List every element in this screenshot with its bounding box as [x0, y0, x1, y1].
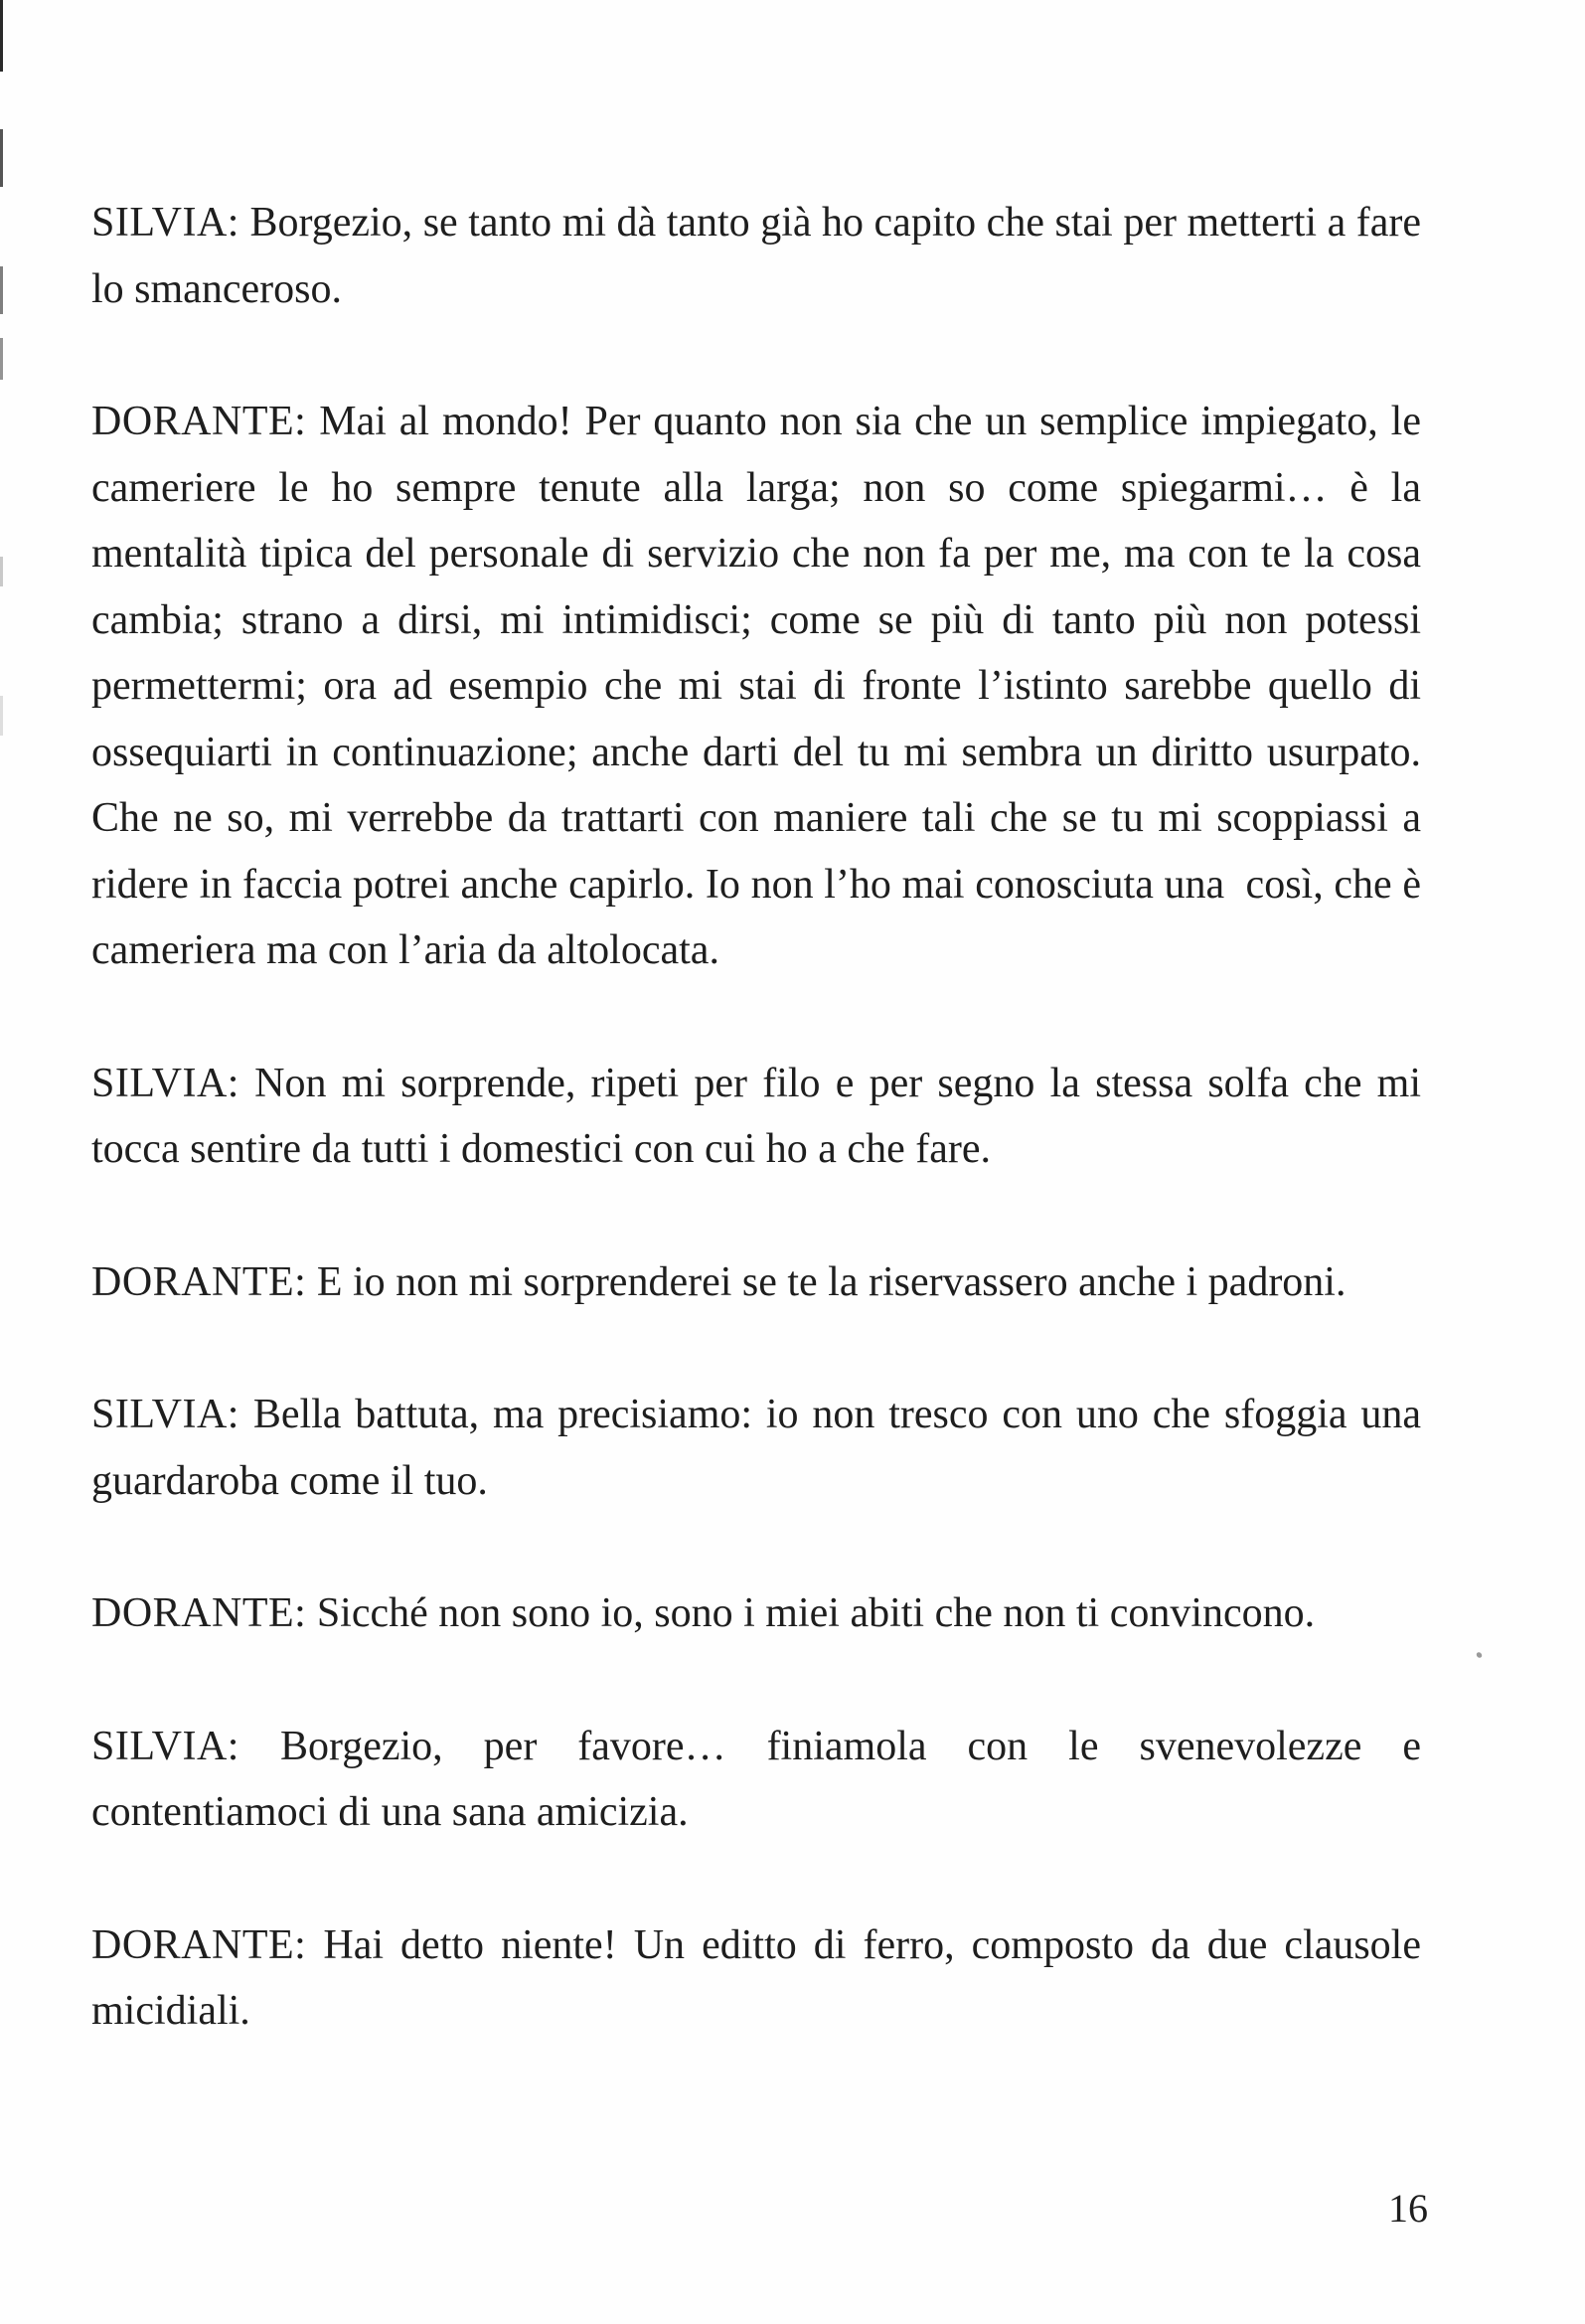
dialogue-body [91, 190, 1432, 2111]
speaker-name: SILVIA: [91, 1392, 239, 1437]
speaker-name: DORANTE: [91, 1921, 307, 1968]
dialogue-text: Mai al mondo! Per quanto non sia che un semplice impiegato, le cameriere le ho sempre tenute alla larga; non so come spiegarmi… è la mentalità tipica del personale di servizio che non fa per me, ma con te la cosa cambia; strano a dirsi, mi intimidisci; come se più di tanto più non potessi permettermi; ora ad esempio che mi stai di fronte l’istinto sarebbe quello di ossequiarti in continuazione; anche darti del tu mi sembra un diritto usurpato. Che ne so, mi verrebbe da trattarti con maniere tali che se tu mi scoppiassi a ridere in faccia potrei anche capirlo. Io non l’ho mai conosciuta una così, che è cameriera ma con l’aria da altolocata. [91, 399, 1432, 973]
speaker-name: SILVIA: [91, 1723, 239, 1769]
scan-speck [1476, 1651, 1484, 1659]
speaker-name: SILVIA: [91, 200, 239, 246]
dialogue-text: Borgezio, se tanto mi dà tanto già ho capito che stai per metterti a fare lo smanceroso. [91, 200, 1432, 312]
speaker-name: DORANTE: [91, 1258, 307, 1305]
speaker-name: SILVIA: [91, 1060, 239, 1106]
dialogue-text: Bella battuta, ma precisiamo: io non tresco con uno che sfoggia una guardaroba come il tuo. [91, 1392, 1432, 1504]
dialogue-text: Hai detto niente! Un editto di ferro, composto da due clausole micidiali. [91, 1921, 1432, 2034]
scan-edge-mark [0, 696, 3, 736]
scan-edge-mark [0, 0, 3, 72]
speaker-name: DORANTE: [91, 399, 307, 444]
dialogue-paragraph [91, 1382, 1432, 1514]
dialogue-paragraph [91, 1249, 1421, 1316]
dialogue-text: Non mi sorprende, ripeti per filo e per segno la stessa solfa che mi tocca sentire da tutti i domestici con cui ho a che fare. [91, 1060, 1432, 1172]
dialogue-paragraph [91, 389, 1432, 984]
speaker-name: DORANTE: [91, 1590, 307, 1636]
dialogue-text: E io non mi sorprenderei se te la riservassero anche i padroni. [306, 1258, 1347, 1305]
dialogue-text: Borgezio, per favore… finiamola con le svenevolezze e contentiamoci di una sana amicizia. [91, 1723, 1432, 1835]
scan-edge-mark [0, 338, 3, 380]
scan-edge-mark [0, 129, 3, 187]
dialogue-text: Sicché non sono io, sono i miei abiti che non ti convincono. [306, 1590, 1316, 1636]
dialogue-paragraph [91, 1580, 1421, 1647]
dialogue-paragraph [91, 1714, 1432, 1846]
scan-edge-mark [0, 557, 3, 586]
scan-edge-mark [0, 266, 3, 314]
dialogue-paragraph [91, 1051, 1432, 1183]
dialogue-paragraph [91, 190, 1432, 322]
page-number: 16 [1388, 2186, 1428, 2231]
dialogue-paragraph [91, 1912, 1432, 2045]
